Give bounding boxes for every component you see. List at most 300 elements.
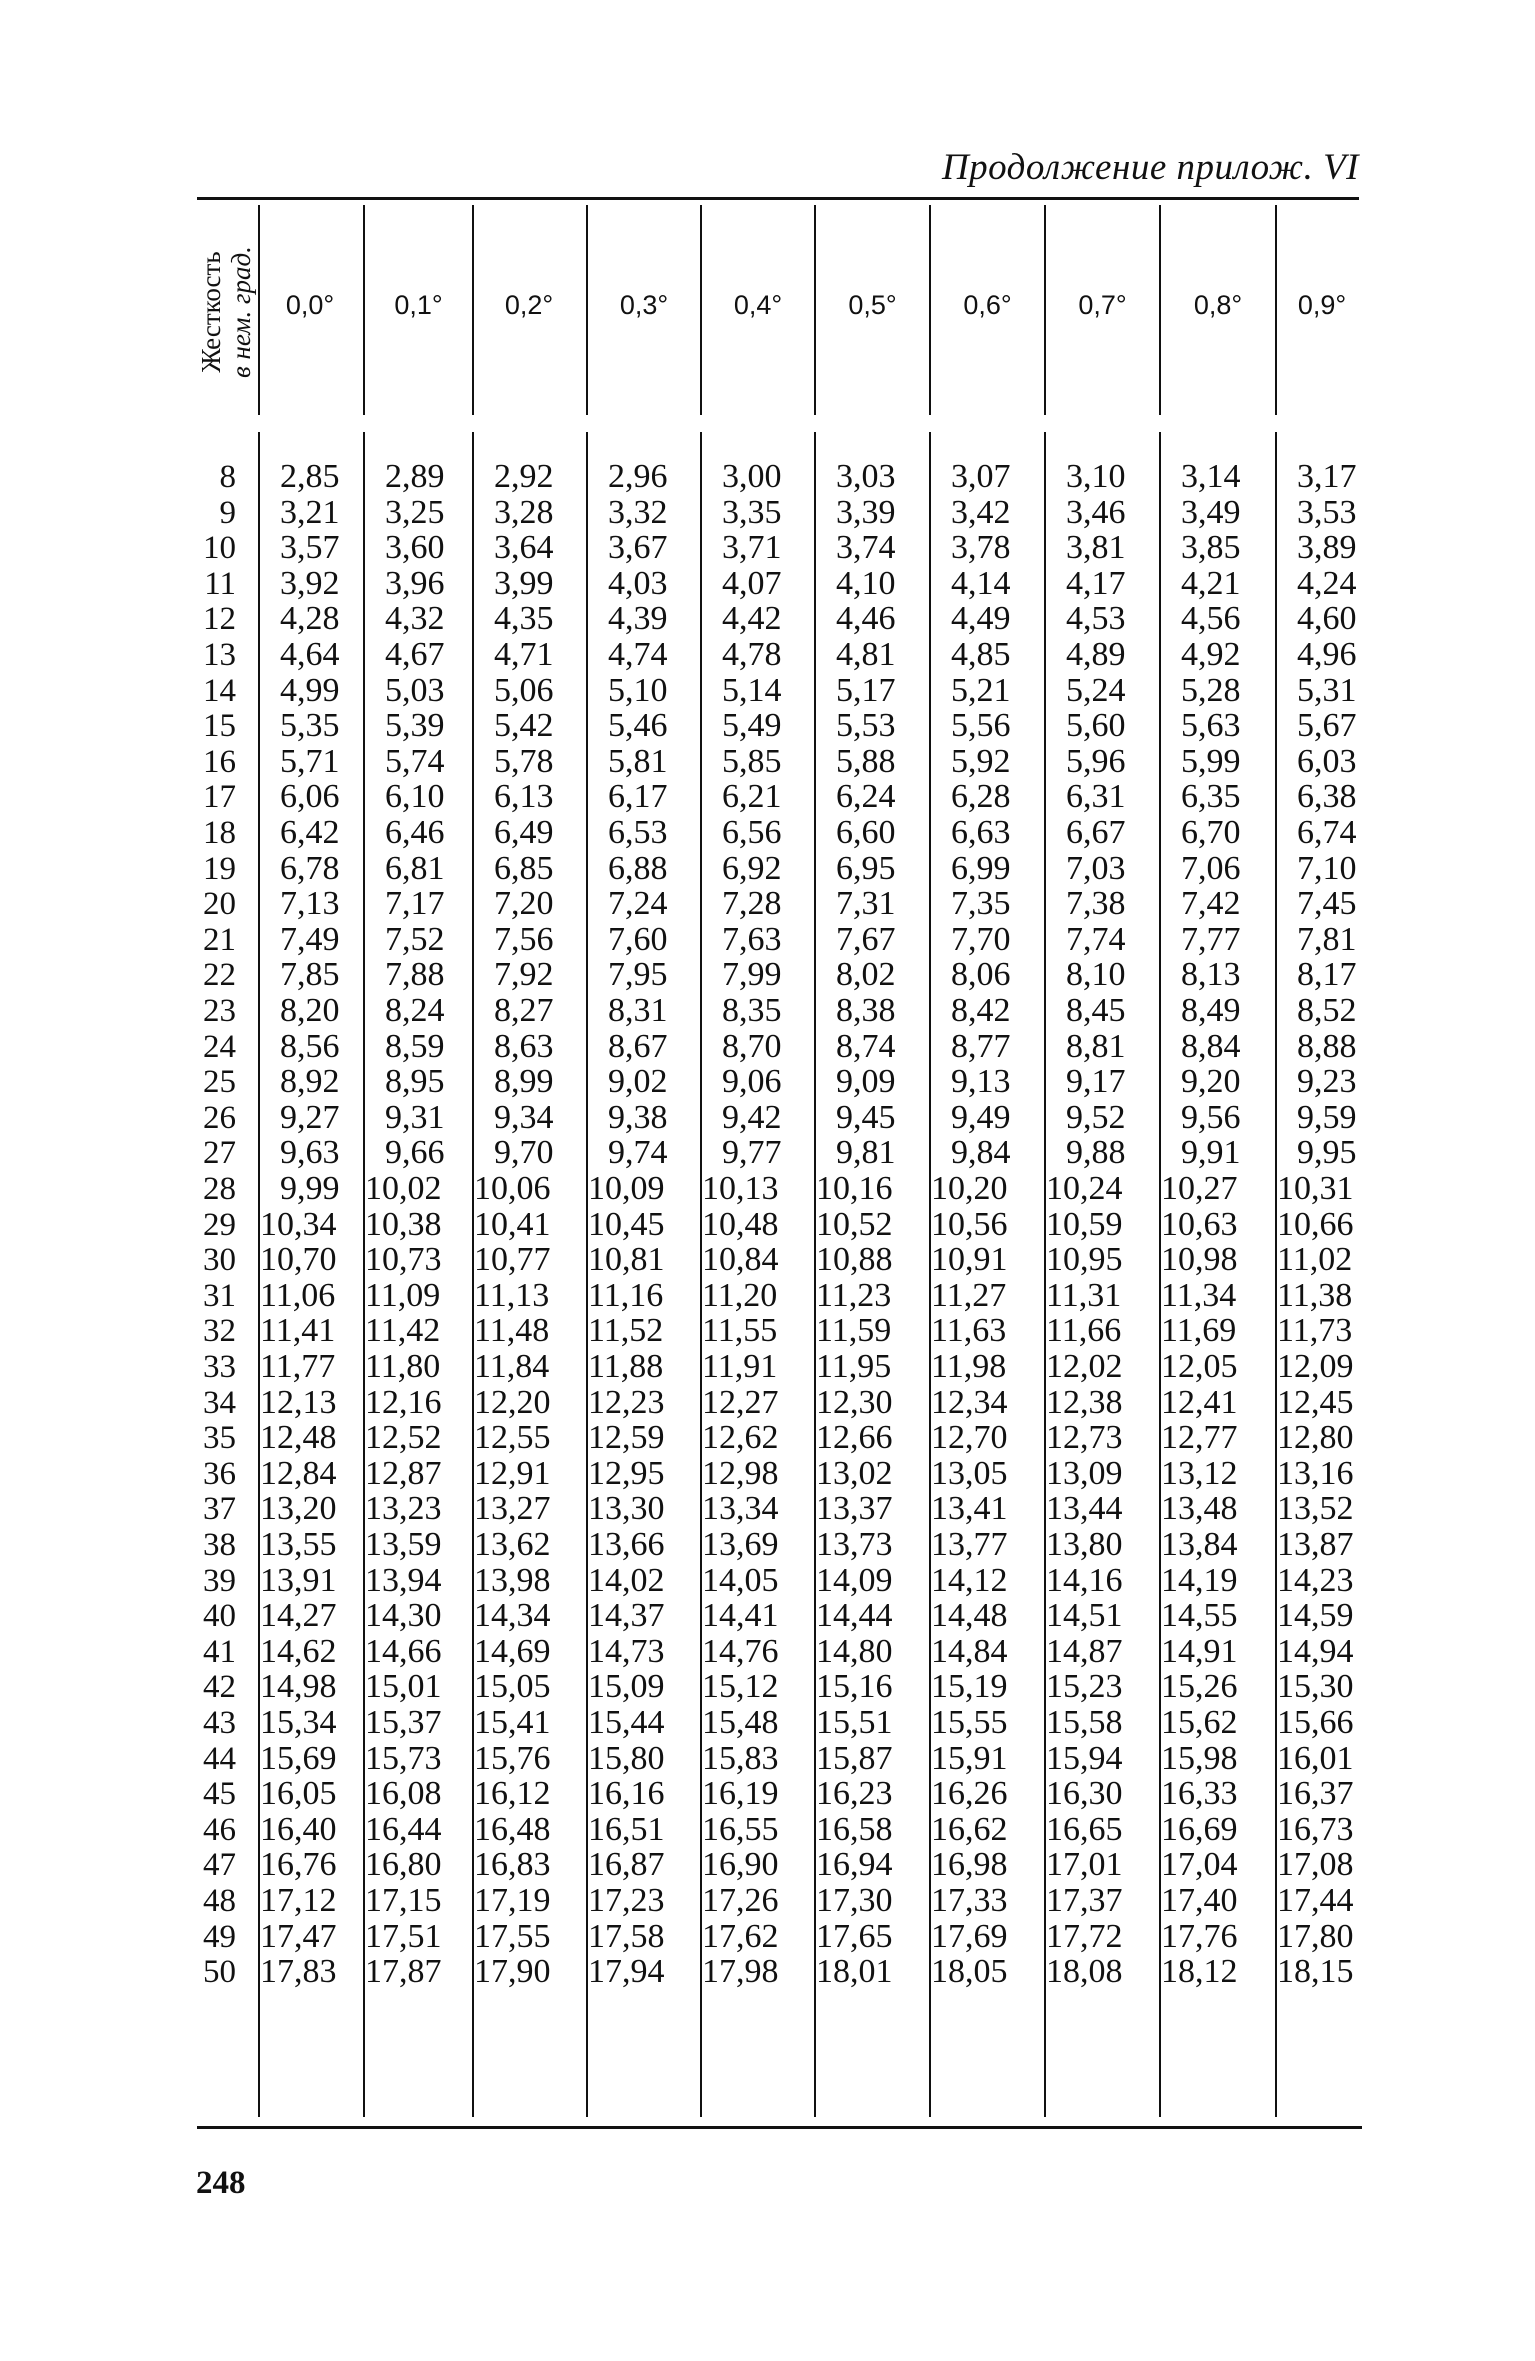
table-cell: 6,70	[1181, 814, 1241, 851]
table-cell: 4,07	[722, 564, 782, 602]
table-cell: 10,02	[365, 1170, 442, 1207]
table-cell: 12,91	[474, 1454, 551, 1492]
table-cell: 12,23	[588, 1383, 665, 1421]
table-cell: 14,12	[931, 1561, 1008, 1599]
table-cell: 14,87	[1046, 1632, 1123, 1670]
table-cell: 5,96	[1066, 742, 1126, 780]
table-cell: 18,01	[816, 1953, 893, 1991]
row-header-label	[186, 214, 266, 410]
table-cell: 15,66	[1277, 1704, 1354, 1741]
table-cell: 15,09	[588, 1668, 665, 1706]
table-cell: 8,63	[494, 1027, 554, 1065]
table-cell: 4,10	[836, 564, 896, 602]
table-cell: 5,74	[385, 742, 445, 780]
table-cell: 14,23	[1277, 1561, 1354, 1599]
table-cell: 8,92	[280, 1063, 340, 1101]
table-cell: 7,67	[836, 920, 896, 958]
table-cell: 4,67	[385, 636, 445, 673]
table-cell: 8,17	[1297, 956, 1357, 994]
table-cell: 17,40	[1161, 1882, 1238, 1919]
table-cell: 10,95	[1046, 1241, 1123, 1279]
row-stiffness-value: 43	[203, 1705, 236, 1741]
table-cell: 6,99	[951, 849, 1011, 887]
table-cell: 18,08	[1046, 1953, 1123, 1991]
table-cell: 7,06	[1181, 849, 1241, 887]
table-cell: 11,23	[816, 1276, 892, 1314]
table-cell: 8,77	[951, 1027, 1011, 1065]
table-cell: 6,67	[1066, 814, 1126, 851]
table-cell: 11,63	[931, 1312, 1007, 1350]
table-cell: 14,48	[931, 1597, 1008, 1635]
table-cell: 4,42	[722, 600, 782, 638]
table-cell: 12,52	[365, 1419, 442, 1457]
table-cell: 3,57	[280, 529, 340, 567]
table-cell: 16,30	[1046, 1775, 1123, 1813]
table-cell: 3,46	[1066, 493, 1126, 531]
table-cell: 14,30	[365, 1597, 442, 1635]
table-cell: 17,90	[474, 1953, 551, 1991]
table-cell: 14,66	[365, 1632, 442, 1670]
row-stiffness-value: 21	[203, 921, 236, 958]
table-cell: 9,02	[608, 1063, 668, 1101]
table-cell: 9,20	[1181, 1063, 1241, 1101]
table-cell: 10,88	[816, 1241, 893, 1279]
table-cell: 4,32	[385, 600, 445, 638]
table-cell: 9,45	[836, 1098, 896, 1136]
table-cell: 8,38	[836, 992, 896, 1029]
table-cell: 13,30	[588, 1490, 665, 1528]
row-stiffness-value: 50	[203, 1954, 236, 1991]
table-cell: 7,99	[722, 956, 782, 994]
table-cell: 9,06	[722, 1063, 782, 1101]
table-cell: 9,99	[280, 1170, 340, 1207]
table-cell: 8,24	[385, 992, 445, 1029]
table-cell: 13,20	[260, 1490, 337, 1528]
row-stiffness-value: 15	[203, 708, 236, 745]
table-cell: 11,34	[1161, 1276, 1237, 1314]
table-cell: 4,78	[722, 636, 782, 673]
table-cell: 14,05	[702, 1561, 779, 1599]
table-cell: 15,34	[260, 1704, 337, 1741]
row-stiffness-value: 18	[203, 815, 236, 851]
table-cell: 11,02	[1277, 1241, 1353, 1279]
table-cell: 4,35	[494, 600, 554, 638]
table-cell: 14,16	[1046, 1561, 1123, 1599]
table-cell: 15,37	[365, 1704, 442, 1741]
table-cell: 16,80	[365, 1846, 442, 1884]
table-cell: 12,38	[1046, 1383, 1123, 1421]
table-cell: 7,42	[1181, 885, 1241, 923]
table-cell: 7,92	[494, 956, 554, 994]
table-cell: 11,41	[260, 1312, 336, 1350]
table-cell: 12,59	[588, 1419, 665, 1457]
table-cell: 4,14	[951, 564, 1011, 602]
table-cell: 5,42	[494, 707, 554, 745]
table-cell: 14,73	[588, 1632, 665, 1670]
table-cell: 14,69	[474, 1632, 551, 1670]
table-cell: 13,02	[816, 1454, 893, 1492]
row-stiffness-value: 42	[203, 1669, 236, 1706]
table-cell: 12,62	[702, 1419, 779, 1457]
row-stiffness-value: 13	[203, 637, 236, 673]
table-cell: 8,88	[1297, 1027, 1357, 1065]
table-cell: 5,14	[722, 671, 782, 709]
table-cell: 10,70	[260, 1241, 337, 1279]
table-cell: 13,94	[365, 1561, 442, 1599]
table-cell: 13,77	[931, 1526, 1008, 1563]
table-cell: 5,46	[608, 707, 668, 745]
column-header: 0,4°	[733, 290, 783, 320]
table-cell: 12,77	[1161, 1419, 1238, 1457]
table-cell: 8,49	[1181, 992, 1241, 1029]
table-cell: 17,87	[365, 1953, 442, 1991]
table-cell: 11,09	[365, 1276, 441, 1314]
table-cell: 14,34	[474, 1597, 551, 1635]
table-cell: 6,17	[608, 778, 668, 816]
table-cell: 4,99	[280, 671, 340, 709]
table-cell: 8,42	[951, 992, 1011, 1029]
table-cell: 17,65	[816, 1917, 893, 1955]
table-cell: 16,65	[1046, 1810, 1123, 1848]
table-cell: 3,67	[608, 529, 668, 567]
table-cell: 15,83	[702, 1739, 779, 1777]
table-cell: 13,59	[365, 1526, 442, 1563]
row-stiffness-value: 27	[203, 1135, 236, 1172]
row-stiffness-value: 34	[203, 1384, 236, 1421]
table-cell: 3,17	[1297, 458, 1357, 495]
table-cell: 8,06	[951, 956, 1011, 994]
table-cell: 11,16	[588, 1276, 664, 1314]
table-cell: 14,91	[1161, 1632, 1238, 1670]
table-cell: 10,41	[474, 1205, 551, 1243]
table-cell: 8,45	[1066, 992, 1126, 1029]
table-cell: 17,01	[1046, 1846, 1123, 1884]
table-cell: 3,53	[1297, 493, 1357, 531]
table-cell: 17,23	[588, 1882, 665, 1919]
table-cell: 14,09	[816, 1561, 893, 1599]
table-cell: 17,44	[1277, 1882, 1354, 1919]
table-cell: 13,66	[588, 1526, 665, 1563]
table-cell: 15,62	[1161, 1704, 1238, 1741]
table-cell: 4,64	[280, 636, 340, 673]
table-cell: 13,37	[816, 1490, 893, 1528]
table-cell: 7,20	[494, 885, 554, 923]
row-stiffness-value: 49	[203, 1918, 236, 1955]
row-stiffness-value: 28	[203, 1171, 236, 1207]
table-cell: 6,63	[951, 814, 1011, 851]
table-cell: 13,62	[474, 1526, 551, 1563]
table-cell: 9,88	[1066, 1134, 1126, 1172]
table-cell: 3,81	[1066, 529, 1126, 567]
table-cell: 14,80	[816, 1632, 893, 1670]
table-cell: 12,48	[260, 1419, 337, 1457]
table-cell: 12,87	[365, 1454, 442, 1492]
row-stiffness-value: 46	[203, 1811, 236, 1848]
table-cell: 17,72	[1046, 1917, 1123, 1955]
table-cell: 12,05	[1161, 1348, 1238, 1385]
table-cell: 13,16	[1277, 1454, 1354, 1492]
table-cell: 16,12	[474, 1775, 551, 1813]
table-cell: 11,59	[816, 1312, 892, 1350]
table-cell: 17,12	[260, 1882, 337, 1919]
table-cell: 7,70	[951, 920, 1011, 958]
table-cell: 6,38	[1297, 778, 1357, 816]
table-cell: 11,13	[474, 1276, 550, 1314]
table-cell: 7,56	[494, 920, 554, 958]
table-cell: 12,30	[816, 1383, 893, 1421]
table-cell: 4,60	[1297, 600, 1357, 638]
table-cell: 14,37	[588, 1597, 665, 1635]
row-header-line1: Жесткость	[196, 251, 226, 373]
table-cell: 14,62	[260, 1632, 337, 1670]
table-cell: 15,19	[931, 1668, 1008, 1706]
table-cell: 14,59	[1277, 1597, 1354, 1635]
table-cell: 16,62	[931, 1810, 1008, 1848]
table-cell: 8,99	[494, 1063, 554, 1101]
table-cell: 15,91	[931, 1739, 1008, 1777]
table-cell: 14,19	[1161, 1561, 1238, 1599]
table-cell: 9,13	[951, 1063, 1011, 1101]
column-header: 0,7°	[1078, 290, 1127, 320]
table-cell: 13,91	[260, 1561, 337, 1599]
table-cell: 7,74	[1066, 920, 1126, 958]
table-cell: 3,00	[722, 458, 782, 495]
table-cell: 12,34	[931, 1383, 1008, 1421]
table-cell: 10,13	[702, 1170, 779, 1207]
table-cell: 7,81	[1297, 920, 1357, 958]
table-cell: 9,34	[494, 1098, 554, 1136]
table-cell: 13,23	[365, 1490, 442, 1528]
table-cell: 14,94	[1277, 1632, 1354, 1670]
table-cell: 11,69	[1161, 1312, 1237, 1350]
table-cell: 4,96	[1297, 636, 1357, 673]
row-stiffness-value: 9	[219, 494, 236, 531]
table-cell: 13,55	[260, 1526, 337, 1563]
table-cell: 10,56	[931, 1205, 1008, 1243]
table-cell: 15,44	[588, 1704, 665, 1741]
table-cell: 4,28	[280, 600, 340, 638]
table-cell: 15,16	[816, 1668, 893, 1706]
table-cell: 8,31	[608, 992, 668, 1029]
table-cell: 10,48	[702, 1205, 779, 1243]
table-cell: 10,81	[588, 1241, 665, 1279]
table-cell: 7,24	[608, 885, 668, 923]
table-cell: 6,88	[608, 849, 668, 887]
table-cell: 15,41	[474, 1704, 551, 1741]
table-cell: 9,74	[608, 1134, 668, 1172]
table-cell: 2,96	[608, 458, 668, 495]
table-cell: 8,13	[1181, 956, 1241, 994]
table-cell: 14,41	[702, 1597, 779, 1635]
table-cell: 5,24	[1066, 671, 1126, 709]
table-cell: 2,89	[385, 458, 445, 495]
table-cell: 9,63	[280, 1134, 340, 1172]
table-cell: 3,35	[722, 493, 782, 531]
table-cell: 13,87	[1277, 1526, 1354, 1563]
table-cell: 14,51	[1046, 1597, 1123, 1635]
table-cell: 12,45	[1277, 1383, 1354, 1421]
table-cell: 15,48	[702, 1704, 779, 1741]
table-cell: 6,24	[836, 778, 896, 816]
table-cell: 6,42	[280, 814, 340, 851]
table-cell: 11,91	[702, 1348, 778, 1385]
table-cell: 15,01	[365, 1668, 442, 1706]
table-cell: 10,66	[1277, 1205, 1354, 1243]
table-cell: 12,41	[1161, 1383, 1238, 1421]
column-header: 0,0°	[285, 290, 335, 320]
table-cell: 3,64	[494, 529, 554, 567]
table-cell: 4,46	[836, 600, 896, 638]
row-stiffness-value: 45	[203, 1776, 236, 1813]
table-cell: 16,19	[702, 1775, 779, 1813]
row-stiffness-value: 8	[219, 459, 236, 495]
table-cell: 14,76	[702, 1632, 779, 1670]
table-cell: 10,34	[260, 1205, 337, 1243]
row-stiffness-value: 24	[203, 1028, 236, 1065]
table-cell: 9,77	[722, 1134, 782, 1172]
table-cell: 4,89	[1066, 636, 1126, 673]
row-stiffness-value: 38	[203, 1527, 236, 1563]
table-cell: 11,98	[931, 1348, 1007, 1385]
table-cell: 7,17	[385, 885, 445, 923]
table-cell: 13,73	[816, 1526, 893, 1563]
table-cell: 5,60	[1066, 707, 1126, 745]
table-cell: 17,47	[260, 1917, 337, 1955]
table-cell: 3,85	[1181, 529, 1241, 567]
table-cell: 8,95	[385, 1063, 445, 1101]
table-cell: 17,51	[365, 1917, 442, 1955]
table-cell: 16,58	[816, 1810, 893, 1848]
table-cell: 17,08	[1277, 1846, 1354, 1884]
table-cell: 12,70	[931, 1419, 1008, 1457]
table-cell: 11,31	[1046, 1276, 1122, 1314]
table-cell: 14,84	[931, 1632, 1008, 1670]
table-cell: 16,83	[474, 1846, 551, 1884]
table-cell: 9,38	[608, 1098, 668, 1136]
table-cell: 11,42	[365, 1312, 441, 1350]
table-cell: 16,26	[931, 1775, 1008, 1813]
table-cell: 16,16	[588, 1775, 665, 1813]
table-cell: 12,98	[702, 1454, 779, 1492]
table-cell: 10,84	[702, 1241, 779, 1279]
table-cell: 4,21	[1181, 564, 1241, 602]
table-cell: 17,30	[816, 1882, 893, 1919]
table-cell: 5,85	[722, 742, 782, 780]
table-cell: 17,33	[931, 1882, 1008, 1919]
table-cell: 5,21	[951, 671, 1011, 709]
table-cell: 12,09	[1277, 1348, 1354, 1385]
table-cell: 10,38	[365, 1205, 442, 1243]
table-cell: 17,69	[931, 1917, 1008, 1955]
table-cell: 4,24	[1297, 564, 1357, 602]
table-cell: 16,55	[702, 1810, 779, 1848]
table-cell: 14,55	[1161, 1597, 1238, 1635]
table-cell: 7,10	[1297, 849, 1357, 887]
table-cell: 18,05	[931, 1953, 1008, 1991]
table-cell: 17,19	[474, 1882, 551, 1919]
table-cell: 16,44	[365, 1810, 442, 1848]
table-cell: 13,69	[702, 1526, 779, 1563]
table-cell: 6,06	[280, 778, 340, 816]
table-cell: 9,27	[280, 1098, 340, 1136]
table-cell: 6,21	[722, 778, 782, 816]
table-cell: 4,81	[836, 636, 896, 673]
table-cell: 7,77	[1181, 920, 1241, 958]
table-cell: 8,81	[1066, 1027, 1126, 1065]
table-cell: 5,10	[608, 671, 668, 709]
table-cell: 10,91	[931, 1241, 1008, 1279]
table-cell: 17,26	[702, 1882, 779, 1919]
table-cell: 4,92	[1181, 636, 1241, 673]
row-stiffness-value: 23	[203, 993, 236, 1029]
table-cell: 16,33	[1161, 1775, 1238, 1813]
table-cell: 7,45	[1297, 885, 1357, 923]
table-cell: 9,42	[722, 1098, 782, 1136]
table-cell: 10,45	[588, 1205, 665, 1243]
table-cell: 14,44	[816, 1597, 893, 1635]
table-cell: 11,20	[702, 1276, 778, 1314]
table-cell: 12,66	[816, 1419, 893, 1457]
table-cell: 13,84	[1161, 1526, 1238, 1563]
table-cell: 14,02	[588, 1561, 665, 1599]
table-cell: 11,55	[702, 1312, 778, 1350]
table-cell: 10,77	[474, 1241, 551, 1279]
table-cell: 5,53	[836, 707, 896, 745]
table-cell: 5,06	[494, 671, 554, 709]
table-cell: 13,34	[702, 1490, 779, 1528]
table-cell: 16,90	[702, 1846, 779, 1884]
table-cell: 8,56	[280, 1027, 340, 1065]
table-cell: 18,12	[1161, 1953, 1238, 1991]
table-cell: 5,88	[836, 742, 896, 780]
row-stiffness-value: 14	[203, 672, 236, 709]
table-cell: 10,52	[816, 1205, 893, 1243]
table-cell: 10,31	[1277, 1170, 1354, 1207]
table-cell: 17,94	[588, 1953, 665, 1991]
table-cell: 4,71	[494, 636, 554, 673]
table-cell: 4,85	[951, 636, 1011, 673]
table-cell: 3,32	[608, 493, 668, 531]
table-cell: 12,55	[474, 1419, 551, 1457]
table-cell: 5,71	[280, 742, 340, 780]
table-cell: 9,66	[385, 1134, 445, 1172]
table-cell: 15,23	[1046, 1668, 1123, 1706]
table-cell: 15,55	[931, 1704, 1008, 1741]
row-stiffness-value: 25	[203, 1064, 236, 1101]
row-stiffness-value: 41	[203, 1633, 236, 1670]
table-cell: 16,01	[1277, 1739, 1354, 1777]
row-stiffness-value: 11	[204, 565, 236, 602]
table-cell: 2,92	[494, 458, 554, 495]
table-cell: 7,28	[722, 885, 782, 923]
table-cell: 6,10	[385, 778, 445, 816]
table-cell: 10,27	[1161, 1170, 1238, 1207]
row-stiffness-value: 16	[203, 743, 236, 780]
table-cell: 3,07	[951, 458, 1011, 495]
table-cell: 12,13	[260, 1383, 337, 1421]
table-cell: 9,09	[836, 1063, 896, 1101]
table-cell: 16,69	[1161, 1810, 1238, 1848]
table-cell: 4,49	[951, 600, 1011, 638]
table-cell: 7,52	[385, 920, 445, 958]
table-cell: 12,27	[702, 1383, 779, 1421]
table-cell: 6,28	[951, 778, 1011, 816]
column-header: 0,8°	[1193, 290, 1243, 320]
table-cell: 7,38	[1066, 885, 1126, 923]
table-cell: 3,25	[385, 493, 445, 531]
table-cell: 13,05	[931, 1454, 1008, 1492]
table-cell: 16,37	[1277, 1775, 1354, 1813]
